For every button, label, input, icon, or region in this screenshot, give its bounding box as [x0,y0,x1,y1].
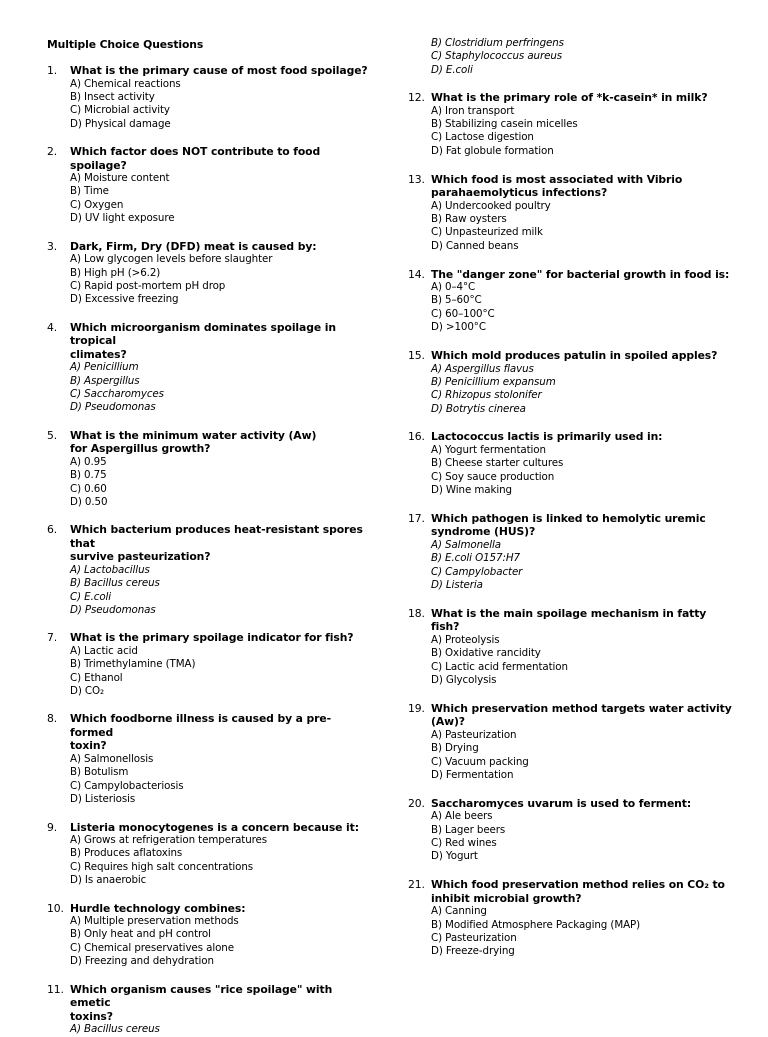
question-number: 8. [47,712,58,726]
answer-options [431,810,733,864]
answer-option: A) Canning [431,905,487,918]
question-text: Which pathogen is linked to hemolytic uremic syndrome (HUS)? [431,511,706,539]
answer-option: C) Saccharomyces [70,387,164,400]
answer-option: C) Campylobacteriosis [70,779,184,792]
question-header [47,64,372,78]
answer-option: A) Salmonella [431,538,501,551]
question-item [47,821,372,888]
question-item [408,702,733,783]
question-text: What is the main spoilage mechanism in fatty fish? [431,606,707,634]
question-text: Which foodborne illness is caused by a pre-formed toxin? [70,712,331,753]
question-item [47,523,372,617]
question-item [47,64,372,131]
answer-option: B) Aspergillus [70,374,140,387]
question-header [408,349,733,363]
answer-option: C) Ethanol [70,671,123,684]
answer-option: A) Undercooked poultry [431,199,551,212]
answer-option: C) Lactic acid fermentation [431,660,568,673]
answer-option: C) Red wines [431,837,497,850]
question-header [47,902,372,916]
question-header [408,702,733,729]
answer-option: D) Freezing and dehydration [70,955,214,968]
answer-option: C) Staphylococcus aureus [431,50,563,63]
page-heading: Multiple Choice Questions [47,38,204,51]
question-item [408,268,733,335]
answer-options [70,564,372,618]
question-text: What is the primary role of *k-casein* in milk? [431,91,708,105]
answer-option: B) Clostridium perfringens [431,37,564,49]
answer-option: D) Botrytis cinerea [431,402,526,415]
answer-option: A) Lactobacillus [70,563,150,576]
question-number: 19. [408,701,425,715]
question-text: Which food is most associated with Vibrio parahaemolyticus infections? [431,172,683,200]
question-item [408,512,733,593]
question-header [47,145,372,172]
answer-option: C) Pasteurization [431,932,517,945]
question-text: Which factor does NOT contribute to food spoilage? [70,145,321,172]
question-text: Hurdle technology combines: [70,901,246,915]
answer-options [70,915,372,969]
answer-option: B) Penicillium expansum [431,375,556,388]
answer-option: D) 0.50 [70,495,108,508]
question-number: 9. [47,820,58,834]
answer-options [70,645,372,699]
answer-option: D) Wine making [431,484,512,497]
question-item [408,607,733,688]
question-number: 12. [408,91,425,105]
answer-option: D) Yogurt [431,850,478,863]
answer-options [70,456,372,510]
question-item [408,878,733,959]
answer-option: C) Requires high salt concentrations [70,860,254,873]
answer-option: A) Lactic acid [70,644,138,657]
question-header [47,429,372,456]
answer-options [431,281,733,335]
answer-options [70,361,372,415]
answer-option: A) Pasteurization [431,728,517,741]
answer-options [70,834,372,888]
question-header [47,523,372,564]
answer-option: A) Grows at refrigeration temperatures [70,834,268,846]
answer-option: C) Unpasteurized milk [431,226,543,239]
answer-option: C) 0.60 [70,482,107,495]
answer-option: B) Lager beers [431,823,506,836]
answer-option: A) Bacillus cereus [70,1023,160,1036]
question-item [408,430,733,497]
question-text: Listeria monocytogenes is a concern because it: [70,820,359,834]
question-item [408,91,733,158]
answer-option: A) Aspergillus flavus [431,362,534,375]
answer-option: C) Rapid post-mortem pH drop [70,279,226,292]
answer-option: A) Iron transport [431,104,515,117]
answer-option: A) Multiple preservation methods [70,915,239,928]
question-text: Saccharomyces uvarum is used to ferment: [431,796,692,810]
answer-option: D) Fat globule formation [431,144,554,157]
question-list-left [47,64,372,1037]
answer-options [431,105,733,159]
question-number: 18. [408,606,425,620]
answer-option: B) Oxidative rancidity [431,647,541,660]
answer-option: B) Stabilizing casein micelles [431,118,578,131]
question-number: 1. [47,64,58,77]
question-number: 3. [47,239,58,253]
answer-option: D) Fermentation [431,769,514,782]
answer-option: B) E.coli O157:H7 [431,552,520,565]
question-text: Which preservation method targets water activity (Aw)? [431,701,732,729]
answer-option: D) Freeze-drying [431,945,515,958]
question-number: 5. [47,428,58,442]
answer-option: D) Pseudomonas [70,401,156,414]
answer-option: D) Glycolysis [431,674,497,687]
answer-option: D) Listeriosis [70,793,136,806]
answer-option: C) Oxygen [70,198,124,211]
answer-option: B) Botulism [70,766,129,779]
question-number: 6. [47,523,58,537]
answer-option: C) Lactose digestion [431,131,534,144]
answer-option: A) Salmonellosis [70,752,154,765]
question-number: 15. [408,349,425,363]
left-column [47,37,372,1037]
question-header [408,607,733,634]
answer-option: B) Raw oysters [431,213,507,226]
answer-option: A) Low glycogen levels before slaughter [70,253,273,266]
answer-option: B) Only heat and pH control [70,928,211,941]
answer-option: B) Time [70,185,109,198]
question-number: 17. [408,511,425,525]
answer-option: B) Drying [431,742,479,755]
right-column [408,37,733,959]
question-list-right [408,91,733,959]
answer-option: A) 0.95 [70,455,107,468]
question-text: What is the primary cause of most food spoilage? [70,64,368,77]
answer-option: A) Moisture content [70,172,170,185]
question-header [47,821,372,835]
answer-options [431,539,733,593]
answer-option: D) Pseudomonas [70,603,156,616]
question-item [47,712,372,806]
question-number: 20. [408,796,425,810]
question-number: 7. [47,631,58,645]
answer-option: B) Bacillus cereus [70,577,160,590]
question-number: 21. [408,878,425,892]
question-header [408,797,733,811]
question-item [47,631,372,698]
answer-options [431,729,733,783]
question-header [47,983,372,1024]
answer-options [70,172,372,226]
answer-option: D) UV light exposure [70,212,175,225]
answer-option: D) Listeria [431,579,483,592]
question-item [408,797,733,864]
question-text: Lactococcus lactis is primarily used in: [431,430,663,444]
answer-options [431,363,733,417]
question-header [408,268,733,282]
answer-option: D) >100°C [431,321,486,334]
question-header [408,512,733,539]
question-item [47,145,372,226]
answer-options [70,1023,372,1036]
question-text: Which mold produces patulin in spoiled apples? [431,349,718,363]
question-text: Which bacterium produces heat-resistant spores that survive pasteurization? [70,523,363,564]
question-header [408,430,733,444]
answer-option: C) Vacuum packing [431,755,529,768]
question-item [408,173,733,254]
answer-option: B) 5–60°C [431,294,482,307]
answer-option: A) Penicillium [70,361,139,374]
answer-option: A) Ale beers [431,810,493,823]
answer-option: B) Modified Atmosphere Packaging (MAP) [431,918,641,931]
question-number: 10. [47,901,64,915]
answer-option: C) 60–100°C [431,307,495,320]
answer-option: A) Proteolysis [431,633,500,646]
answer-option: B) High pH (>6.2) [70,266,161,279]
question-number: 13. [408,172,425,186]
question-header [408,878,733,905]
answer-option: C) Soy sauce production [431,470,555,483]
answer-options [431,634,733,688]
answer-options [70,78,372,132]
answer-option: A) Yogurt fermentation [431,443,546,456]
answer-option: A) Chemical reactions [70,77,181,90]
question-item [47,429,372,510]
answer-option: C) Microbial activity [70,104,170,117]
question-text: What is the primary spoilage indicator for fish? [70,631,354,645]
answer-option: C) E.coli [70,590,112,603]
answer-option: D) E.coli [431,63,473,76]
question-number: 11. [47,982,64,996]
answer-option: B) Trimethylamine (TMA) [70,658,196,671]
question-item [47,321,372,415]
question-text: Which organism causes "rice spoilage" with emetic toxins? [70,982,333,1023]
question-number: 16. [408,430,425,444]
answer-option: D) Canned beans [431,239,519,252]
answer-option: B) Insect activity [70,90,155,103]
question-header [47,240,372,254]
answer-option: D) Physical damage [70,117,171,130]
answer-option: A) 0–4°C [431,281,476,294]
question-header [47,631,372,645]
question-text: Dark, Firm, Dry (DFD) meat is caused by: [70,239,317,253]
question-header [47,321,372,362]
answer-option: B) Produces aflatoxins [70,847,183,860]
answer-options [431,905,733,959]
question-text: The "danger zone" for bacterial growth in food is: [431,267,730,281]
answer-options [431,200,733,254]
answer-option: C) Rhizopus stolonifer [431,389,542,402]
question-item [47,902,372,969]
answer-options [431,444,733,498]
question-item [47,983,372,1037]
answer-option: D) Excessive freezing [70,293,179,306]
question-text: Which microorganism dominates spoilage in tropical climates? [70,320,336,361]
answer-option: D) Is anaerobic [70,874,147,887]
answer-option: B) 0.75 [70,469,107,482]
answer-option: C) Campylobacter [431,565,523,578]
question-header [408,173,733,200]
answer-option: D) CO₂ [70,685,105,698]
question-text: What is the minimum water activity (Aw) for Aspergillus growth? [70,428,317,456]
continued-options [431,37,733,77]
answer-option: B) Cheese starter cultures [431,457,564,470]
question-item [47,240,372,307]
question-header [408,91,733,105]
question-number: 2. [47,145,58,159]
question-number: 4. [47,320,58,334]
answer-options [70,253,372,307]
question-item [408,349,733,416]
question-number: 14. [408,267,425,281]
question-header [47,712,372,753]
question-text: Which food preservation method relies on CO₂ to inhibit microbial growth? [431,878,725,905]
answer-option: C) Chemical preservatives alone [70,941,234,954]
answer-options [70,753,372,807]
